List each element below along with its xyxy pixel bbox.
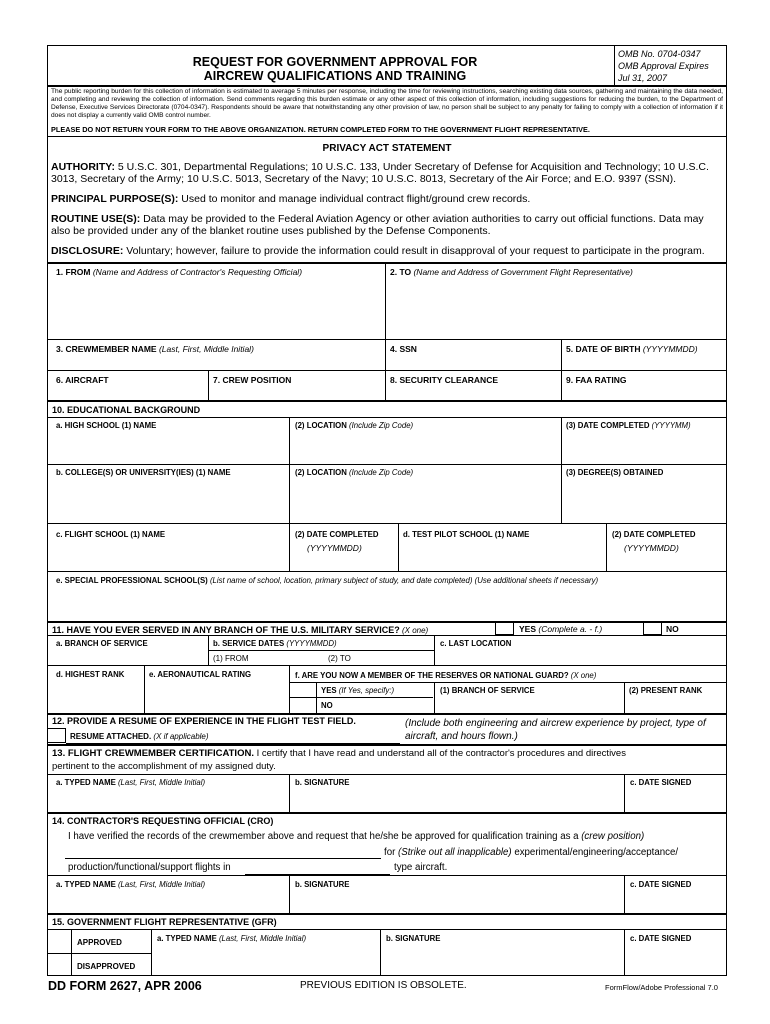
gfr-disapproved-checkbox[interactable] [48, 954, 70, 975]
rule-10c-top [47, 523, 727, 524]
test-pilot-date-input[interactable] [607, 555, 726, 570]
flight-school-name-label: c. FLIGHT SCHOOL (1) NAME [56, 530, 166, 539]
rule-15-sub [47, 929, 727, 930]
crew-typed-name-label [56, 778, 205, 787]
high-school-location-text: (2) LOCATION [295, 421, 347, 430]
reserves-yes-label [321, 686, 394, 695]
gfr-label: 15. GOVERNMENT FLIGHT REPRESENTATIVE (GFR) [52, 917, 277, 927]
cro-line3-text: production/functional/support flights in [68, 862, 231, 873]
cro-crew-position-input[interactable] [65, 845, 381, 858]
return-warning: PLEASE DO NOT RETURN YOUR FORM TO THE ABOVE ORGANIZATION. RETURN COMPLETED FORM TO THE GOVERNMENT FLIGHT REPRESENTATIVE. [51, 125, 590, 134]
resume-attached-text: RESUME ATTACHED. [70, 732, 152, 741]
routine-label: ROUTINE USE(S): [51, 213, 141, 225]
software-notice: FormFlow/Adobe Professional 7.0 [605, 983, 718, 992]
divider-11f-yes [316, 682, 317, 713]
military-no-checkbox[interactable] [643, 621, 662, 635]
rule-row3-top [47, 339, 727, 340]
cro-line1-hint: (crew position) [581, 831, 645, 842]
authority-label: AUTHORITY: [51, 161, 115, 173]
test-pilot-school-name-label: d. TEST PILOT SCHOOL (1) NAME [403, 530, 530, 539]
military-question-text: 11. HAVE YOU EVER SERVED IN ANY BRANCH OF THE U.S. MILITARY SERVICE? [52, 625, 400, 635]
rule-block10-top [47, 400, 727, 402]
special-school-text: e. SPECIAL PROFESSIONAL SCHOOL(S) [56, 576, 208, 585]
purpose-label: PRINCIPAL PURPOSE(S): [51, 193, 179, 205]
aeronautical-rating-label: e. AERONAUTICAL RATING [149, 670, 252, 679]
authority-paragraph [51, 161, 723, 185]
reserves-yes-hint: (If Yes, specify:) [336, 686, 395, 695]
cro-line2-for: for [384, 847, 398, 858]
reserves-yes-text: YES [321, 686, 337, 695]
omb-number: OMB No. 0704-0347 [618, 49, 701, 59]
field-crew-position-label: 7. CREW POSITION [213, 375, 292, 385]
military-question [52, 625, 428, 635]
rule-11f-sub [289, 682, 727, 683]
field-ssn-label: 4. SSN [390, 344, 417, 354]
high-school-location-hint: (Include Zip Code) [346, 421, 414, 430]
reserves-branch-input[interactable] [435, 697, 623, 712]
cro-typed-name-label [56, 880, 205, 889]
field-dob-input[interactable] [562, 355, 726, 369]
omb-approval: OMB Approval Expires [618, 61, 709, 71]
cro-typed-name-hint: (Last, First, Middle Initial) [115, 880, 206, 889]
crew-date-signed-input[interactable] [625, 790, 726, 811]
disclosure-text: Voluntary; however, failure to provide the information could result in disapproval of your request to participate in the program. [123, 245, 705, 257]
field-to-number: 2. TO [390, 267, 412, 277]
college-location-hint: (Include Zip Code) [346, 468, 414, 477]
resume-attached-label [70, 732, 209, 741]
flight-school-name-input[interactable] [48, 542, 288, 570]
reserves-branch-label: (1) BRANCH OF SERVICE [440, 686, 535, 695]
cro-date-signed-label: c. DATE SIGNED [630, 880, 692, 889]
cro-typed-name-input[interactable] [48, 892, 288, 912]
service-dates-text: b. SERVICE DATES [213, 639, 285, 648]
cro-line3-end: type aircraft. [394, 862, 448, 873]
resume-attached-checkbox[interactable] [47, 728, 66, 743]
crew-date-signed-label: c. DATE SIGNED [630, 778, 692, 787]
crew-typed-name-hint: (Last, First, Middle Initial) [115, 778, 206, 787]
field-from-number: 1. FROM [56, 267, 91, 277]
last-location-input[interactable] [435, 650, 726, 664]
field-dob-hint: (YYYYMMDD) [640, 344, 698, 354]
certification-text-line1: I certify that I have read and understand all of the contractor's procedures and directives [253, 748, 626, 759]
flight-school-date-hint: (YYYYMMDD) [307, 543, 362, 553]
aeronautical-rating-input[interactable] [145, 682, 288, 712]
high-school-location-input[interactable] [290, 433, 560, 463]
rule-block15-top [47, 913, 727, 915]
certification-paragraph [52, 747, 724, 773]
cro-line1 [68, 831, 644, 842]
rule-row6-top [47, 370, 727, 371]
certification-text-line2: pertinent to the accomplishment of my assigned duty. [52, 761, 276, 772]
special-school-hint: (List name of school, location, primary subject of study, and date completed) (Use additional sheets if necessary) [207, 576, 599, 585]
college-name-label: b. COLLEGE(S) OR UNIVERSITY(IES) (1) NAME [56, 468, 231, 477]
field-from-input[interactable] [48, 280, 384, 338]
field-security-clearance-input[interactable] [386, 386, 560, 399]
field-crewmember-number: 3. CREWMEMBER NAME [56, 344, 157, 354]
rule-block1-top [47, 262, 727, 264]
reserves-yes-checkbox[interactable] [290, 683, 315, 696]
rule-10b-top [47, 464, 727, 465]
reserves-question [295, 671, 596, 680]
crew-typed-name-input[interactable] [48, 790, 288, 811]
test-pilot-date-label: (2) DATE COMPLETED [612, 530, 696, 539]
cro-aircraft-type-input[interactable] [245, 861, 390, 874]
college-degree-input[interactable] [562, 480, 726, 522]
gfr-disapproved-label: DISAPPROVED [77, 962, 136, 971]
last-location-label: c. LAST LOCATION [440, 639, 512, 648]
gfr-date-signed-input[interactable] [625, 946, 726, 975]
cro-line2-hint: (Strike out all inapplicable) [398, 847, 512, 858]
field-dob-label [566, 344, 698, 354]
field-from-label [56, 267, 302, 277]
form-title-line1: REQUEST FOR GOVERNMENT APPROVAL FOR [192, 55, 478, 69]
cro-date-signed-input[interactable] [625, 892, 726, 912]
routine-text: Data may be provided to the Federal Aviation Agency or other aviation authorities to carry out official functions. Data may also be provided under any of the blanket routine uses published by the Defense Components. [51, 213, 704, 237]
reserves-question-text: f. ARE YOU NOW A MEMBER OF THE RESERVES OR NATIONAL GUARD? [295, 671, 569, 680]
service-to-label: (2) TO [328, 654, 351, 663]
field-aircraft-label: 6. AIRCRAFT [56, 375, 109, 385]
form-title-line2: AIRCREW QUALIFICATIONS AND TRAINING [203, 69, 467, 83]
field-aircraft-input[interactable] [48, 386, 207, 399]
rule-11d-top [47, 665, 727, 666]
purpose-text: Used to monitor and manage individual contract flight/ground crew records. [178, 193, 531, 205]
reserves-rank-label: (2) PRESENT RANK [629, 686, 703, 695]
military-yes-text: YES [519, 624, 537, 634]
privacy-heading: PRIVACY ACT STATEMENT [322, 143, 452, 154]
high-school-name-label: a. HIGH SCHOOL (1) NAME [56, 421, 157, 430]
college-location-label [295, 468, 413, 477]
education-heading: 10. EDUCATIONAL BACKGROUND [52, 405, 201, 415]
college-location-input[interactable] [290, 480, 560, 522]
field-faa-rating-label: 9. FAA RATING [566, 375, 627, 385]
crew-position-underline [65, 858, 381, 859]
resume-hint-line2: aircraft, and hours flown.) [405, 731, 518, 742]
flight-school-date-label: (2) DATE COMPLETED [295, 530, 379, 539]
test-pilot-date-hint: (YYYYMMDD) [624, 543, 679, 553]
rule-10a-top [47, 417, 727, 418]
rule-block13-top [47, 744, 727, 746]
obsolete-notice: PREVIOUS EDITION IS OBSOLETE. [300, 980, 467, 991]
field-security-clearance-label: 8. SECURITY CLEARANCE [390, 375, 498, 385]
military-question-hint: (X one) [399, 626, 429, 635]
resume-label: 12. PROVIDE A RESUME OF EXPERIENCE IN THE FLIGHT TEST FIELD. [52, 716, 356, 726]
field-faa-rating-input[interactable] [562, 386, 726, 399]
field-crewmember-name-label [56, 344, 254, 354]
college-degree-label: (3) DEGREE(S) OBTAINED [566, 468, 664, 477]
flight-school-date-input[interactable] [290, 555, 397, 570]
rule-block11-top [47, 621, 727, 623]
field-to-label [390, 267, 633, 277]
reserves-question-hint: (X one) [568, 671, 597, 680]
header-bottom-rule [47, 85, 727, 87]
gfr-approved-checkbox[interactable] [48, 930, 70, 952]
gfr-signature-label: b. SIGNATURE [386, 934, 441, 943]
certification-label: 13. FLIGHT CREWMEMBER CERTIFICATION. [52, 748, 254, 759]
rule-block14-top [47, 812, 727, 814]
cro-typed-name-text: a. TYPED NAME [56, 880, 116, 889]
college-location-text: (2) LOCATION [295, 468, 347, 477]
purpose-paragraph [51, 193, 723, 205]
routine-paragraph [51, 213, 723, 237]
form-number: DD FORM 2627, APR 2006 [48, 979, 202, 993]
field-crewmember-name-input[interactable] [48, 355, 384, 369]
branch-of-service-label: a. BRANCH OF SERVICE [56, 639, 148, 648]
rule-13a-top [47, 774, 727, 775]
field-crewmember-hint: (Last, First, Middle Initial) [156, 344, 254, 354]
gfr-typed-name-hint: (Last, First, Middle Initial) [216, 934, 307, 943]
service-dates-hint: (YYYYMMDD) [284, 639, 337, 648]
field-to-hint: (Name and Address of Government Flight Representative) [411, 267, 633, 277]
high-school-date-input[interactable] [562, 433, 726, 463]
burden-statement: The public reporting burden for this collection of information is estimated to average 5 minutes per response, including the time for reviewing instructions, searching existing data sources, gathering and maintaining the data needed, and completing and reviewing the collection of information. Send comments regarding this burden estimate or any other aspect of this collection of information, including suggestions for reducing the burden, to the Department of Defense, Executive Services Directorate (0704-0347). Respondents should be aware that notwithstanding any other provision of law, no person shall be subject to any penalty for failing to comply with a collection of information if it does not display a currently valid OMB control number. [51, 88, 723, 119]
gfr-typed-name-text: a. TYPED NAME [157, 934, 217, 943]
crew-typed-name-text: a. TYPED NAME [56, 778, 116, 787]
rule-block12-top [47, 713, 727, 715]
gfr-signature-input[interactable] [381, 946, 623, 975]
gfr-typed-name-input[interactable] [152, 946, 379, 975]
military-no-label: NO [666, 624, 679, 634]
authority-text: 5 U.S.C. 301, Departmental Regulations; 10 U.S.C. 133, Under Secretary of Defense for Acquisition and Technology; 10 U.S.C. 3013, Secretary of the Army; 10 U.S.C. 5013, Secretary of the Navy; 10 U.S.C. 8013, Secretary of the Air Force; and E.O. 9397 (SSN). [51, 161, 709, 185]
crew-signature-label: b. SIGNATURE [295, 778, 350, 787]
cro-signature-input[interactable] [290, 892, 623, 912]
college-name-input[interactable] [48, 480, 288, 522]
cro-signature-label: b. SIGNATURE [295, 880, 350, 889]
reserves-no-checkbox[interactable] [290, 698, 315, 712]
disclosure-label: DISCLOSURE: [51, 245, 124, 257]
cro-line2 [384, 847, 678, 858]
special-school-input[interactable] [48, 588, 726, 620]
branch-of-service-input[interactable] [48, 650, 207, 664]
rule-11a-top [47, 635, 727, 636]
military-yes-hint: (Complete a. - f.) [536, 624, 603, 634]
service-from-label: (1) FROM [213, 654, 249, 663]
disclosure-paragraph [51, 245, 723, 257]
cro-line2-text: experimental/engineering/acceptance/ [511, 847, 679, 858]
gfr-approved-label: APPROVED [77, 938, 122, 947]
field-from-hint: (Name and Address of Contractor's Requesting Official) [90, 267, 303, 277]
field-dob-number: 5. DATE OF BIRTH [566, 344, 641, 354]
field-crew-position-input[interactable] [209, 386, 384, 399]
omb-date: Jul 31, 2007 [618, 73, 668, 83]
resume-hint-line1: (Include both engineering and aircrew experience by project, type of [405, 718, 706, 729]
high-school-date-text: (3) DATE COMPLETED [566, 421, 650, 430]
gfr-typed-name-label [157, 934, 306, 943]
rule-11b-sub [208, 650, 434, 651]
high-school-date-label [566, 421, 691, 430]
field-ssn-input[interactable] [386, 355, 560, 369]
highest-rank-label: d. HIGHEST RANK [56, 670, 125, 679]
rule-14a-top [47, 875, 727, 876]
test-pilot-school-name-input[interactable] [399, 542, 605, 570]
high-school-name-input[interactable] [48, 433, 288, 463]
reserves-rank-input[interactable] [625, 697, 726, 712]
special-school-label [56, 576, 598, 585]
cro-line1-text: I have verified the records of the crewmember above and request that he/she be approved for qualification training as a [68, 831, 582, 842]
high-school-location-label [295, 421, 413, 430]
military-yes-label [519, 624, 602, 634]
header-divider [614, 45, 615, 85]
highest-rank-input[interactable] [48, 682, 143, 712]
reserves-no-label: NO [321, 701, 333, 710]
burden-rule [47, 136, 727, 137]
resume-attached-hint: (X if applicable) [151, 732, 209, 741]
field-to-input[interactable] [386, 280, 726, 338]
high-school-date-hint: (YYYYMM) [649, 421, 691, 430]
gfr-date-signed-label: c. DATE SIGNED [630, 934, 692, 943]
crew-signature-input[interactable] [290, 790, 623, 811]
rule-10e-top [47, 571, 727, 572]
cro-label: 14. CONTRACTOR'S REQUESTING OFFICIAL (CRO) [52, 816, 274, 826]
military-yes-checkbox[interactable] [495, 621, 514, 635]
service-dates-label [213, 639, 337, 648]
